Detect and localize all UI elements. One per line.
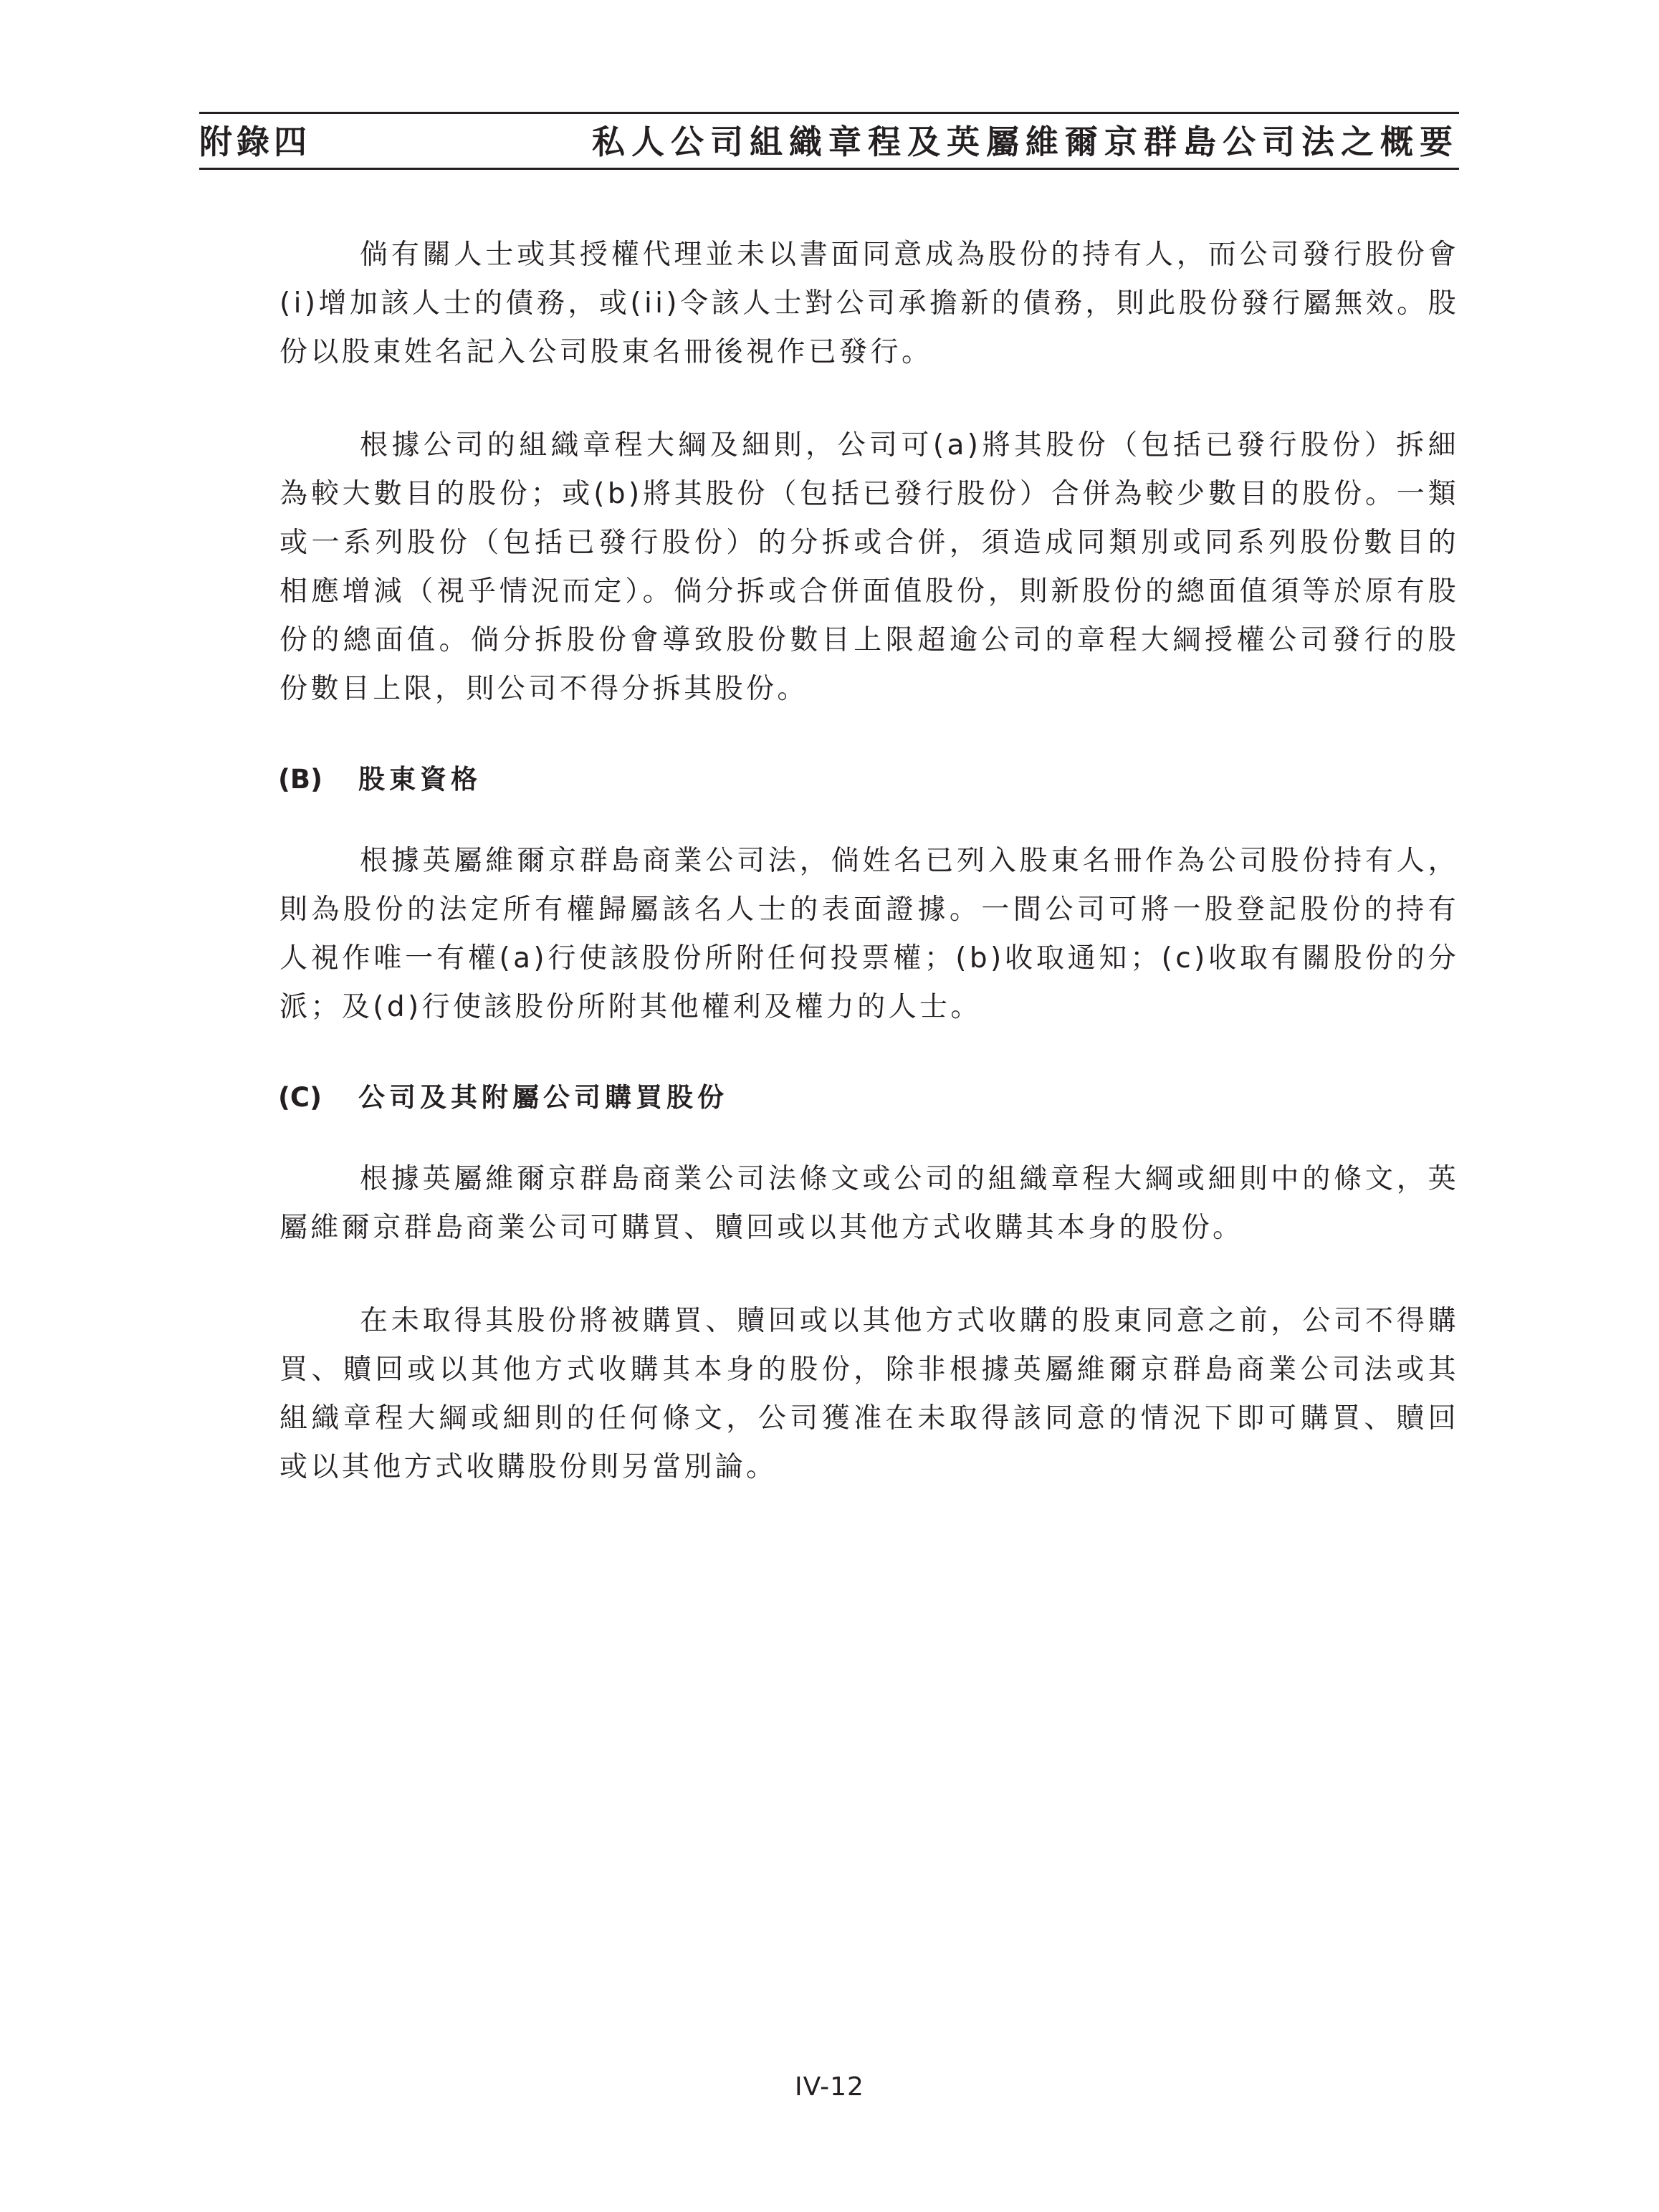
header-bottom-rule (199, 168, 1459, 170)
paragraph-shareholder-register: 根據英屬維爾京群島商業公司法，倘姓名已列入股東名冊作為公司股份持有人，則為股份的法定所有權歸屬該名人士的表面證據。一間公司可將一股登記股份的持有人視作唯一有權(a)行使該股份所附任何投票權；(b)收取通知；(c)收取有關股份的分派；及(d)行使該股份所附其他權利及權力的人士。 (279, 845, 1459, 1023)
section-b-title: 股東資格 (358, 764, 482, 795)
paragraph-share-purchase-authority: 根據英屬維爾京群島商業公司法條文或公司的組織章程大綱或細則中的條文，英屬維爾京群島商業公司可購買、贖回或以其他方式收購其本身的股份。 (279, 1163, 1459, 1244)
section-c-number: (C) (278, 1082, 322, 1113)
paragraph-share-split-consolidation: 根據公司的組織章程大綱及細則，公司可(a)將其股份（包括已發行股份）拆細為較大數目的股份；或(b)將其股份（包括已發行股份）合併為較少數目的股份。一類或一系列股份（包括已發行股份）的分拆或合併，須造成同類別或同系列股份數目的相應增減（視乎情況而定）。倘分拆或合併面值股份，則新股份的總面值須等於原有股份的總面值。倘分拆股份會導致股份數目上限超逾公司的章程大綱授權公司發行的股份數目上限，則公司不得分拆其股份。 (279, 429, 1459, 705)
section-c-heading (279, 1076, 1459, 1119)
document-body (279, 231, 1459, 1536)
appendix-title: 私人公司組織章程及英屬維爾京群島公司法之概要 (592, 123, 1459, 161)
section-c-title: 公司及其附屬公司購買股份 (358, 1082, 728, 1113)
section-b-number: (B) (278, 764, 323, 795)
header-top-rule (199, 112, 1459, 114)
page-header (199, 112, 1459, 171)
section-b-heading (279, 758, 1459, 801)
paragraph-share-purchase-consent: 在未取得其股份將被購買、贖回或以其他方式收購的股東同意之前，公司不得購買、贖回或以其他方式收購其本身的股份，除非根據英屬維爾京群島商業公司法或其組織章程大綱或細則的任何條文，公司獲准在未取得該同意的情況下即可購買、贖回或以其他方式收購股份則另當別論。 (279, 1305, 1459, 1483)
paragraph-share-issue-consent: 倘有關人士或其授權代理並未以書面同意成為股份的持有人，而公司發行股份會(i)增加該人士的債務，或(ii)令該人士對公司承擔新的債務，則此股份發行屬無效。股份以股東姓名記入公司股東名冊後視作已發行。 (279, 239, 1459, 368)
page-number: IV-12 (795, 2072, 864, 2102)
appendix-label: 附錄四 (199, 123, 311, 161)
